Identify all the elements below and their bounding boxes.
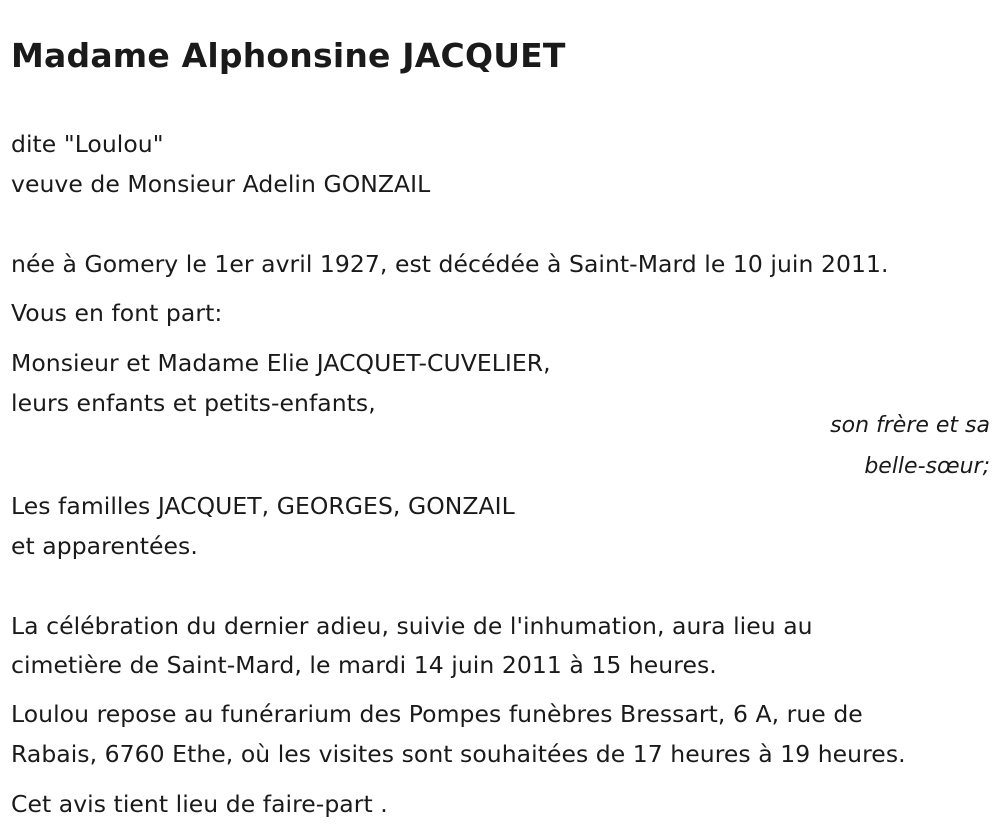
families-line: Les familles JACQUET, GEORGES, GONZAIL (11, 492, 515, 520)
nickname-line: dite "Loulou" (11, 130, 164, 158)
family-descendants-line: leurs enfants et petits-enfants, (11, 389, 376, 417)
birth-death-line: née à Gomery le 1er avril 1927, est décédée à Saint-Mard le 10 juin 2011. (11, 250, 889, 278)
funerarium-line-2: Rabais, 6760 Ethe, où les visites sont souhaitées de 17 heures à 19 heures. (11, 740, 906, 768)
ceremony-line-2: cimetière de Saint-Mard, le mardi 14 juin 2011 à 15 heures. (11, 651, 717, 679)
closing-line: Cet avis tient lieu de faire-part . (11, 790, 388, 818)
ceremony-line-1: La célébration du dernier adieu, suivie de l'inhumation, aura lieu au (11, 612, 813, 640)
relation-line-2: belle-sœur; (864, 454, 990, 479)
relation-line-1: son frère et sa (830, 413, 990, 438)
widow-line: veuve de Monsieur Adelin GONZAIL (11, 170, 431, 198)
related-line: et apparentées. (11, 532, 198, 560)
family-couple-line: Monsieur et Madame Elie JACQUET-CUVELIER, (11, 349, 551, 377)
announce-label: Vous en font part: (11, 299, 223, 327)
deceased-name-title: Madame Alphonsine JACQUET (11, 36, 566, 75)
funerarium-line-1: Loulou repose au funérarium des Pompes funèbres Bressart, 6 A, rue de (11, 700, 863, 728)
